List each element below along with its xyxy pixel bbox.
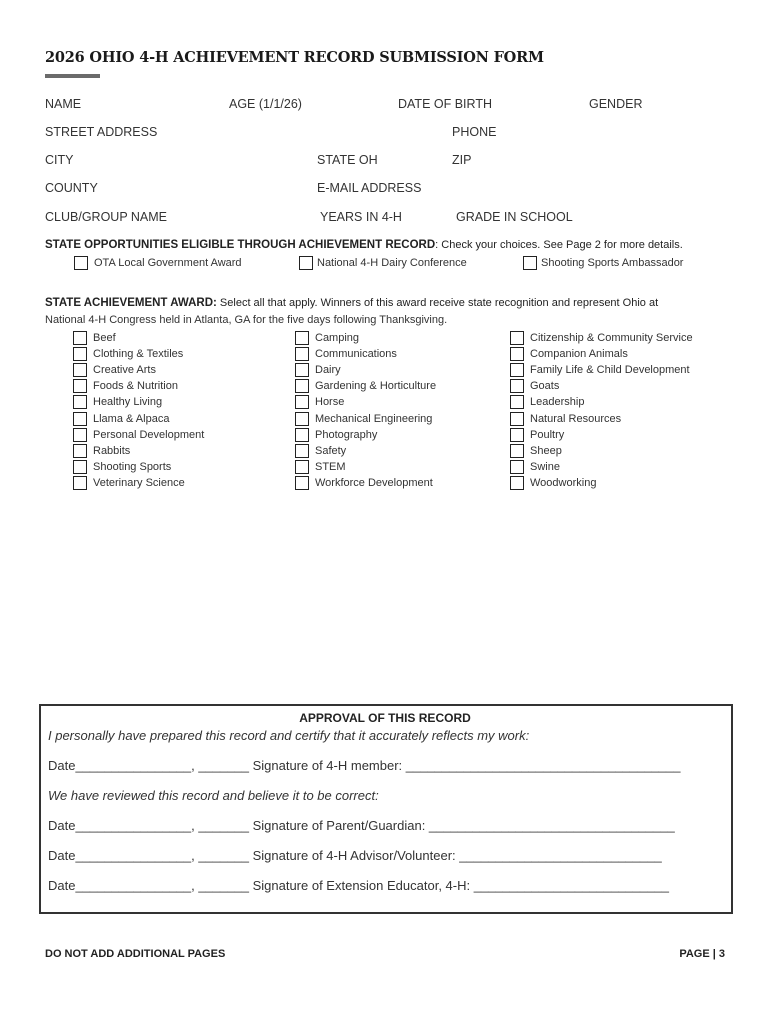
- award-option[interactable]: [295, 362, 436, 378]
- award-option-label: Veterinary Science: [93, 476, 185, 489]
- award-option[interactable]: [295, 346, 436, 362]
- advisor-signature-line[interactable]: Date________________, _______ Signature of 4-H Advisor/Volunteer: ____________________________: [48, 848, 662, 863]
- approval-title: APPROVAL OF THIS RECORD: [299, 711, 471, 725]
- award-option[interactable]: [510, 362, 693, 378]
- checkbox-icon[interactable]: [73, 428, 87, 442]
- award-option[interactable]: [295, 378, 436, 394]
- award-option[interactable]: [73, 410, 204, 426]
- award-option-label: Poultry: [530, 428, 565, 441]
- checkbox-icon[interactable]: [295, 379, 309, 393]
- award-option-label: Rabbits: [93, 444, 131, 457]
- state-field-label[interactable]: STATE OH: [317, 153, 378, 167]
- age-field-label[interactable]: AGE (1/1/26): [229, 97, 302, 111]
- phone-field-label[interactable]: PHONE: [452, 125, 497, 139]
- email-field-label[interactable]: E-MAIL ADDRESS: [317, 181, 422, 195]
- award-option-label: Beef: [93, 332, 116, 345]
- award-option[interactable]: [510, 427, 693, 443]
- opportunity-option[interactable]: [523, 256, 683, 270]
- checkbox-icon[interactable]: [510, 347, 524, 361]
- opportunity-option-label: OTA Local Government Award: [94, 257, 242, 269]
- opportunities-heading: [45, 239, 683, 251]
- checkbox-icon[interactable]: [295, 363, 309, 377]
- award-heading: [45, 297, 658, 309]
- award-option[interactable]: [510, 443, 693, 459]
- checkbox-icon[interactable]: [73, 444, 87, 458]
- award-option-label: Dairy: [315, 364, 341, 377]
- award-option-label: Shooting Sports: [93, 460, 172, 473]
- award-option[interactable]: [510, 459, 693, 475]
- page-number: PAGE | 3: [679, 948, 725, 960]
- award-option-label: Safety: [315, 444, 347, 457]
- checkbox-icon[interactable]: [299, 256, 313, 270]
- award-option-label: Horse: [315, 396, 345, 409]
- award-option-label: Photography: [315, 428, 378, 441]
- member-signature-line[interactable]: Date________________, _______ Signature of 4-H member: ______________________________________: [48, 758, 681, 773]
- award-option[interactable]: [295, 330, 436, 346]
- award-option[interactable]: [73, 330, 204, 346]
- grade-field-label[interactable]: GRADE IN SCHOOL: [456, 210, 573, 224]
- award-option[interactable]: [510, 378, 693, 394]
- award-option[interactable]: [73, 346, 204, 362]
- award-heading-bold: STATE ACHIEVEMENT AWARD:: [45, 297, 217, 309]
- award-option-label: Clothing & Textiles: [93, 348, 184, 361]
- award-option-label: Sheep: [530, 444, 562, 457]
- award-option[interactable]: [73, 394, 204, 410]
- name-field-label[interactable]: NAME: [45, 97, 82, 111]
- award-option-label: Workforce Development: [315, 476, 433, 489]
- award-option[interactable]: [73, 362, 204, 378]
- checkbox-icon[interactable]: [73, 460, 87, 474]
- award-column-2: [295, 330, 436, 491]
- checkbox-icon[interactable]: [295, 476, 309, 490]
- title-underline: [45, 74, 100, 78]
- award-option[interactable]: [73, 459, 204, 475]
- checkbox-icon[interactable]: [295, 444, 309, 458]
- award-option[interactable]: [510, 475, 693, 491]
- years-field-label[interactable]: YEARS IN 4-H: [320, 210, 402, 224]
- award-option-label: Woodworking: [530, 476, 597, 489]
- checkbox-icon[interactable]: [510, 379, 524, 393]
- award-option-label: Citizenship & Community Service: [530, 332, 693, 345]
- award-option-label: Swine: [530, 460, 560, 473]
- opportunity-option[interactable]: [299, 256, 467, 270]
- award-option[interactable]: [510, 346, 693, 362]
- county-field-label[interactable]: COUNTY: [45, 181, 98, 195]
- checkbox-icon[interactable]: [295, 412, 309, 426]
- checkbox-icon[interactable]: [73, 395, 87, 409]
- award-option-label: Creative Arts: [93, 364, 156, 377]
- checkbox-icon[interactable]: [73, 347, 87, 361]
- award-option[interactable]: [295, 410, 436, 426]
- award-option[interactable]: [73, 427, 204, 443]
- award-option[interactable]: [73, 378, 204, 394]
- checkbox-icon[interactable]: [74, 256, 88, 270]
- checkbox-icon[interactable]: [73, 363, 87, 377]
- award-option[interactable]: [295, 427, 436, 443]
- checkbox-icon[interactable]: [295, 347, 309, 361]
- award-option[interactable]: [73, 443, 204, 459]
- dob-field-label[interactable]: DATE OF BIRTH: [398, 97, 492, 111]
- checkbox-icon[interactable]: [510, 476, 524, 490]
- gender-field-label[interactable]: GENDER: [589, 97, 643, 111]
- award-option-label: Leadership: [530, 396, 585, 409]
- checkbox-icon[interactable]: [510, 428, 524, 442]
- opportunity-option-label: Shooting Sports Ambassador: [541, 257, 684, 269]
- checkbox-icon[interactable]: [510, 444, 524, 458]
- award-option-label: Mechanical Engineering: [315, 412, 433, 425]
- opportunity-option-label: National 4-H Dairy Conference: [317, 257, 467, 269]
- parent-signature-line[interactable]: Date________________, _______ Signature of Parent/Guardian: __________________________________: [48, 818, 675, 833]
- checkbox-icon[interactable]: [295, 428, 309, 442]
- award-heading-rest: Select all that apply. Winners of this award receive state recognition and represent Ohio at: [216, 297, 659, 309]
- award-option-label: Healthy Living: [93, 396, 163, 409]
- checkbox-icon[interactable]: [73, 379, 87, 393]
- award-column-1: [73, 330, 204, 491]
- checkbox-icon[interactable]: [510, 395, 524, 409]
- footer-note: DO NOT ADD ADDITIONAL PAGES: [45, 948, 226, 960]
- award-option[interactable]: [295, 443, 436, 459]
- award-option[interactable]: [295, 475, 436, 491]
- checkbox-icon[interactable]: [295, 395, 309, 409]
- award-column-3: [510, 330, 693, 491]
- checkbox-icon[interactable]: [73, 331, 87, 345]
- club-field-label[interactable]: CLUB/GROUP NAME: [45, 210, 168, 224]
- street-field-label[interactable]: STREET ADDRESS: [45, 125, 158, 139]
- award-option[interactable]: [295, 394, 436, 410]
- award-heading-line2: National 4-H Congress held in Atlanta, GA for the five days following Thanksgiving.: [45, 314, 448, 326]
- checkbox-icon[interactable]: [510, 412, 524, 426]
- award-option[interactable]: [510, 330, 693, 346]
- award-option-label: Gardening & Horticulture: [315, 380, 437, 393]
- award-option-label: Goats: [530, 380, 560, 393]
- educator-signature-line[interactable]: Date________________, _______ Signature of Extension Educator, 4-H: ___________________________: [48, 878, 669, 893]
- checkbox-icon[interactable]: [73, 476, 87, 490]
- checkbox-icon[interactable]: [510, 331, 524, 345]
- opportunities-heading-bold: STATE OPPORTUNITIES ELIGIBLE THROUGH ACHIEVEMENT RECORD: [45, 239, 436, 251]
- checkbox-icon[interactable]: [295, 331, 309, 345]
- award-option[interactable]: [73, 475, 204, 491]
- checkbox-icon[interactable]: [510, 363, 524, 377]
- checkbox-icon[interactable]: [510, 460, 524, 474]
- member-certification-statement: I personally have prepared this record and certify that it accurately reflects my work:: [48, 728, 530, 743]
- zip-field-label[interactable]: ZIP: [452, 153, 472, 167]
- award-option[interactable]: [510, 394, 693, 410]
- review-statement: We have reviewed this record and believe it to be correct:: [48, 788, 379, 803]
- opportunities-heading-rest: : Check your choices. See Page 2 for more details.: [435, 239, 683, 251]
- award-option-label: Family Life & Child Development: [530, 364, 690, 377]
- award-option-label: STEM: [315, 460, 346, 473]
- award-option-label: Llama & Alpaca: [93, 412, 170, 425]
- city-field-label[interactable]: CITY: [45, 153, 74, 167]
- award-option[interactable]: [295, 459, 436, 475]
- checkbox-icon[interactable]: [295, 460, 309, 474]
- page-title: 2026 OHIO 4-H ACHIEVEMENT RECORD SUBMISSION FORM: [45, 49, 544, 66]
- award-option-label: Companion Animals: [530, 348, 628, 361]
- award-option-label: Communications: [315, 348, 397, 361]
- award-option[interactable]: [510, 410, 693, 426]
- award-option-label: Personal Development: [93, 428, 205, 441]
- opportunity-option[interactable]: [74, 256, 242, 270]
- award-option-label: Foods & Nutrition: [93, 380, 178, 393]
- checkbox-icon[interactable]: [523, 256, 537, 270]
- award-option-label: Camping: [315, 332, 360, 345]
- checkbox-icon[interactable]: [73, 412, 87, 426]
- award-option-label: Natural Resources: [530, 412, 622, 425]
